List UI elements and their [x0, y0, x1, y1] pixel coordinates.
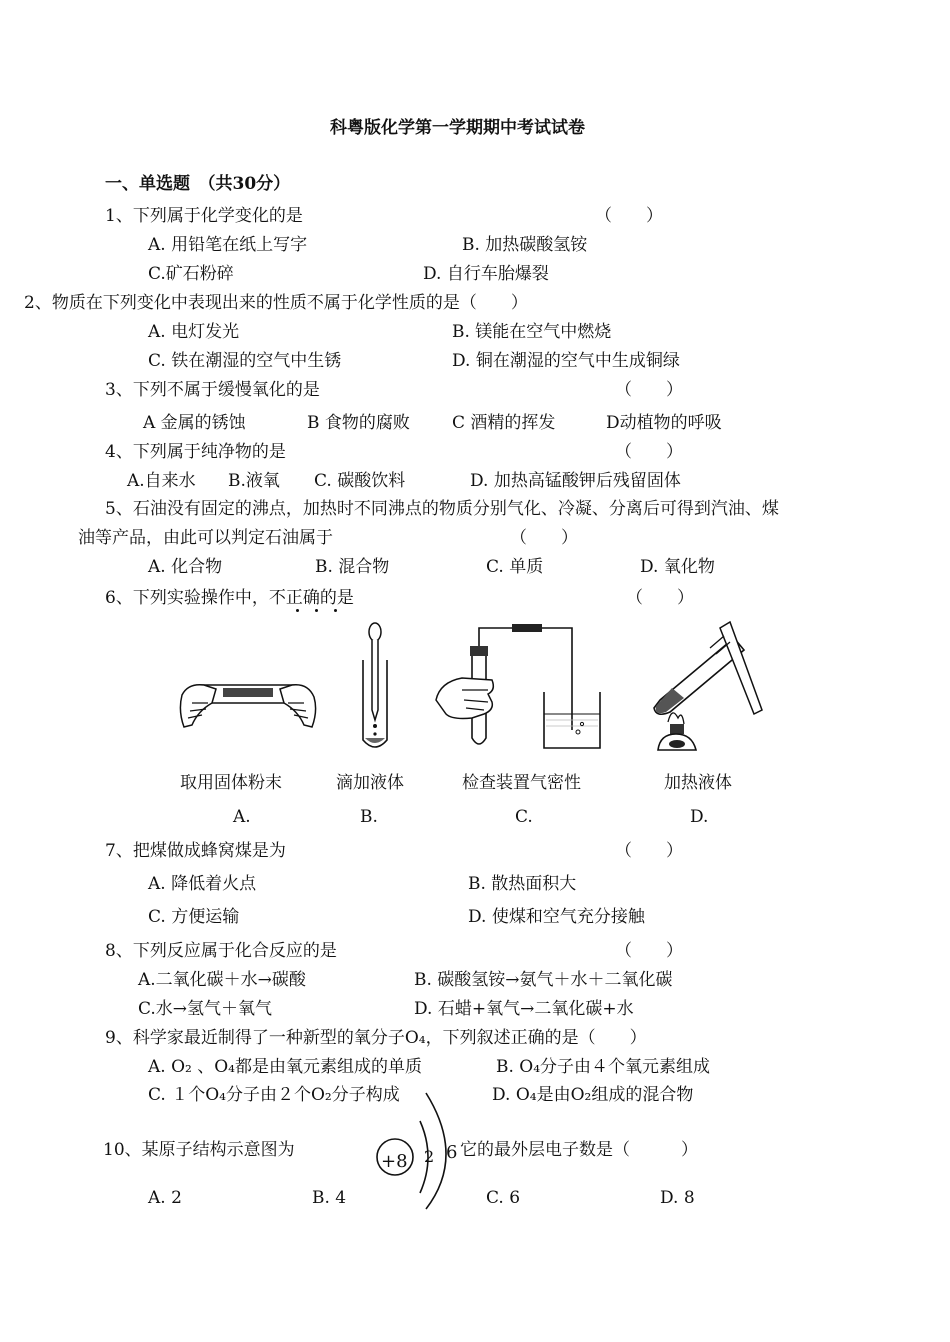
figure-airtightness-check [432, 620, 607, 755]
q7-option-d: D. 使煤和空气充分接触 [468, 907, 645, 927]
q10-stem: 10、某原子结构示意图为 [103, 1140, 295, 1160]
q2-option-a: A. 电灯发光 [148, 322, 240, 342]
q5-stem-line2: 油等产品，由此可以判定石油属于 [78, 528, 333, 548]
figure-heating-liquid [650, 618, 770, 758]
q8-option-b: B. 碳酸氢铵→氨气＋水＋二氧化碳 [414, 970, 673, 990]
q2-option-c: C. 铁在潮湿的空气中生锈 [148, 351, 342, 371]
q6-option-d: D. [690, 807, 709, 827]
q4-stem: 4、下列属于纯净物的是 [105, 442, 286, 462]
q1-option-b: B. 加热碳酸氢铵 [462, 235, 588, 255]
q10-option-b: B. 4 [312, 1188, 347, 1208]
q9-option-b: B. O₄分子由４个氧元素组成 [496, 1057, 711, 1077]
q6-option-c: C. [515, 807, 533, 827]
q8-option-c: C.水→氢气＋氧气 [138, 999, 273, 1019]
q6-caption-c: 检查装置气密性 [462, 773, 581, 793]
q9-option-c: C. １个O₄分子由２个O₂分子构成 [148, 1085, 400, 1105]
q2-option-b: B. 镁能在空气中燃烧 [452, 322, 612, 342]
q5-option-c: C. 单质 [486, 557, 544, 577]
atom-shell1-electrons: 2 [424, 1147, 435, 1166]
q10-option-c: C. 6 [486, 1188, 521, 1208]
q8-answer-paren: （ ） [615, 941, 683, 961]
q4-option-d: D. 加热高锰酸钾后残留固体 [470, 471, 681, 491]
q9-option-a: A. O₂ 、O₄都是由氧元素组成的单质 [148, 1057, 422, 1077]
q7-option-a: A. 降低着火点 [148, 874, 257, 894]
q2-option-d: D. 铜在潮湿的空气中生成铜绿 [452, 351, 680, 371]
q4-option-a: A.自来水 [127, 471, 196, 491]
q4-answer-paren: （ ） [615, 442, 683, 462]
q10-option-d: D. 8 [660, 1188, 695, 1208]
atom-shell2-electrons: 6 [446, 1142, 458, 1163]
q10-stem-tail: 它的最外层电子数是（ ） [460, 1140, 698, 1160]
q1-stem: 1、下列属于化学变化的是 [105, 206, 303, 226]
q5-option-b: B. 混合物 [315, 557, 390, 577]
q7-option-b: B. 散热面积大 [468, 874, 577, 894]
q4-option-c: C. 碳酸饮料 [314, 471, 406, 491]
q3-option-a: A 金属的锈蚀 [143, 413, 246, 433]
q8-stem: 8、下列反应属于化合反应的是 [105, 941, 337, 961]
q3-option-d: D动植物的呼吸 [606, 413, 722, 433]
q2-stem: 2、物质在下列变化中表现出来的性质不属于化学性质的是（ ） [24, 293, 528, 313]
q5-stem-line1: 5、石油没有固定的沸点，加热时不同沸点的物质分别气化、冷凝、分离后可得到汽油、煤 [105, 499, 779, 519]
q8-option-d: D. 石蜡+氧气→二氧化碳+水 [414, 999, 634, 1019]
q7-answer-paren: （ ） [615, 841, 683, 861]
figure-dropping-liquid [355, 620, 395, 750]
emphasis-dot [334, 609, 337, 612]
q6-option-a: A. [233, 807, 251, 827]
q9-option-d: D. O₄是由O₂组成的混合物 [492, 1085, 694, 1105]
figure-solid-powder [178, 655, 318, 740]
emphasis-dot [315, 609, 318, 612]
q3-stem: 3、下列不属于缓慢氧化的是 [105, 380, 320, 400]
q5-option-d: D. 氧化物 [640, 557, 715, 577]
q1-answer-paren: （ ） [595, 206, 663, 226]
q1-option-d: D. 自行车胎爆裂 [423, 264, 549, 284]
q7-option-c: C. 方便运输 [148, 907, 240, 927]
q9-stem: 9、科学家最近制得了一种新型的氧分子O₄，下列叙述正确的是（ ） [105, 1028, 647, 1048]
atom-nucleus-label: +8 [381, 1151, 408, 1172]
emphasis-dot [296, 609, 299, 612]
q8-option-a: A.二氧化碳＋水→碳酸 [138, 970, 306, 990]
q5-option-a: A. 化合物 [148, 557, 223, 577]
q6-caption-d: 加热液体 [664, 773, 732, 793]
q6-stem: 6、下列实验操作中，不正确的是 [105, 588, 354, 608]
q7-stem: 7、把煤做成蜂窝煤是为 [105, 841, 286, 861]
q6-option-b: B. [360, 807, 378, 827]
q5-answer-paren: （ ） [510, 528, 578, 548]
q3-answer-paren: （ ） [615, 380, 683, 400]
q4-option-b: B.液氧 [228, 471, 280, 491]
q3-option-c: C 酒精的挥发 [452, 413, 556, 433]
q6-caption-a: 取用固体粉末 [180, 773, 282, 793]
page-title: 科粤版化学第一学期期中考试试卷 [330, 118, 585, 138]
q3-option-b: B 食物的腐败 [307, 413, 410, 433]
q10-option-a: A. 2 [148, 1188, 182, 1208]
section-heading: 一、单选题 （共30分） [105, 174, 291, 194]
q1-option-a: A. 用铅笔在纸上写字 [148, 235, 308, 255]
q6-answer-paren: （ ） [626, 588, 694, 608]
q1-option-c: C.矿石粉碎 [148, 264, 234, 284]
q6-caption-b: 滴加液体 [336, 773, 404, 793]
